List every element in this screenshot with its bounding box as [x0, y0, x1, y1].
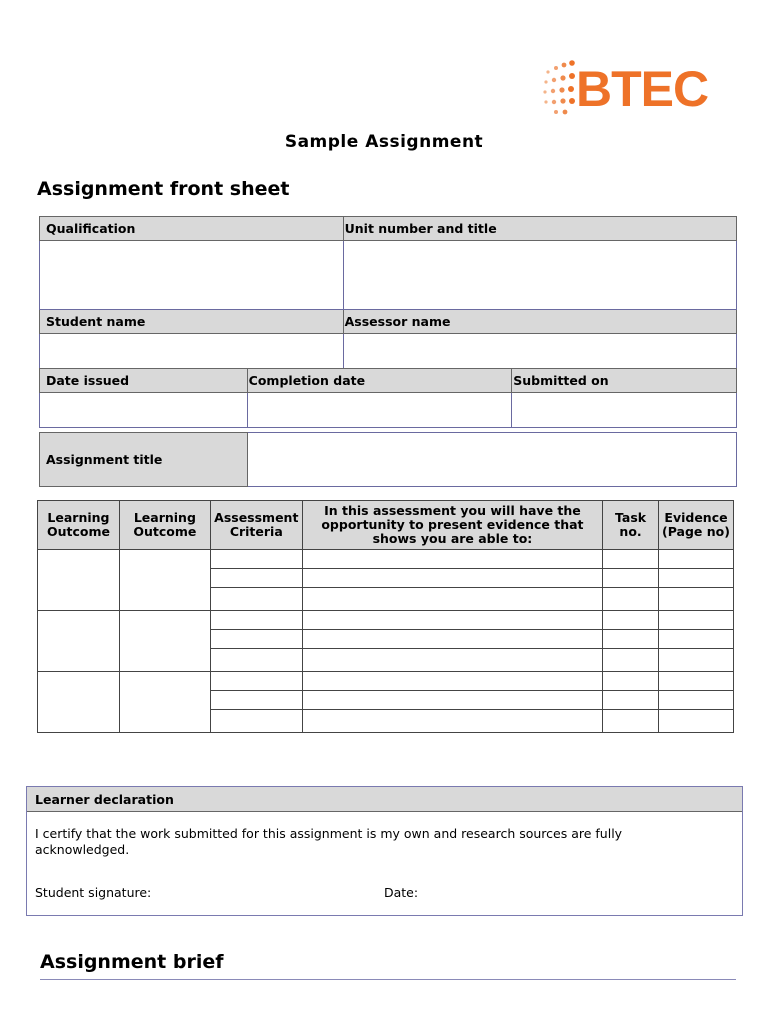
declaration-date-label: Date:: [384, 885, 419, 900]
page-cell[interactable]: [659, 630, 734, 649]
front-sheet-heading: Assignment front sheet: [37, 178, 290, 200]
learning-outcome-cell[interactable]: [119, 550, 210, 611]
student-name-field[interactable]: [40, 334, 344, 369]
task-cell[interactable]: [603, 550, 659, 569]
task-cell[interactable]: [603, 630, 659, 649]
page-cell[interactable]: [659, 611, 734, 630]
learning-outcome-header-1: Learning Outcome: [38, 501, 120, 550]
criteria-cell[interactable]: [210, 611, 302, 630]
task-cell[interactable]: [603, 649, 659, 672]
page-cell[interactable]: [659, 550, 734, 569]
qualification-table: [39, 216, 737, 369]
evidence-page-header: Evidence (Page no): [659, 501, 734, 550]
learning-outcome-cell[interactable]: [38, 611, 120, 672]
criteria-cell[interactable]: [210, 691, 302, 710]
page-cell[interactable]: [659, 691, 734, 710]
qualification-label: Qualification: [40, 217, 344, 241]
evidence-cell[interactable]: [302, 569, 602, 588]
completion-date-field[interactable]: [247, 393, 512, 428]
task-cell[interactable]: [603, 672, 659, 691]
criteria-table: [37, 500, 734, 733]
unit-field[interactable]: [343, 241, 736, 310]
table-row: [38, 550, 734, 569]
assignment-title-label: Assignment title: [40, 433, 248, 487]
evidence-cell[interactable]: [302, 691, 602, 710]
assignment-brief-heading: Assignment brief: [40, 951, 224, 973]
page-title: Sample Assignment: [284, 132, 484, 152]
evidence-cell[interactable]: [302, 672, 602, 691]
submitted-on-field[interactable]: [512, 393, 737, 428]
completion-date-label: Completion date: [247, 369, 512, 393]
submitted-on-label: Submitted on: [512, 369, 737, 393]
assessment-criteria-header: Assessment Criteria: [210, 501, 302, 550]
task-cell[interactable]: [603, 611, 659, 630]
student-name-label: Student name: [40, 310, 344, 334]
learner-declaration: [26, 786, 743, 916]
assignment-title-table: [39, 432, 737, 487]
table-row: [38, 611, 734, 630]
student-signature-label: Student signature:: [35, 885, 152, 900]
evidence-cell[interactable]: [302, 550, 602, 569]
criteria-cell[interactable]: [210, 710, 302, 733]
evidence-cell[interactable]: [302, 649, 602, 672]
btec-logo: [540, 58, 736, 120]
date-issued-field[interactable]: [40, 393, 248, 428]
task-cell[interactable]: [603, 710, 659, 733]
qualification-field[interactable]: [40, 241, 344, 310]
task-no-header: Task no.: [603, 501, 659, 550]
learning-outcome-cell[interactable]: [119, 611, 210, 672]
page-cell[interactable]: [659, 588, 734, 611]
criteria-cell[interactable]: [210, 588, 302, 611]
date-issued-label: Date issued: [40, 369, 248, 393]
page-cell[interactable]: [659, 569, 734, 588]
task-cell[interactable]: [603, 588, 659, 611]
learning-outcome-header-2: Learning Outcome: [119, 501, 210, 550]
evidence-cell[interactable]: [302, 611, 602, 630]
assignment-title-field[interactable]: [247, 433, 736, 487]
table-row: [38, 672, 734, 691]
criteria-cell[interactable]: [210, 569, 302, 588]
declaration-text: I certify that the work submitted for this assignment is my own and research sources are fully acknowledged.: [35, 826, 623, 857]
task-cell[interactable]: [603, 569, 659, 588]
learning-outcome-cell[interactable]: [38, 672, 120, 733]
assessor-name-label: Assessor name: [343, 310, 736, 334]
criteria-cell[interactable]: [210, 672, 302, 691]
brief-divider: [40, 979, 736, 980]
assessor-name-field[interactable]: [343, 334, 736, 369]
evidence-cell[interactable]: [302, 588, 602, 611]
evidence-cell[interactable]: [302, 710, 602, 733]
criteria-header-row: [38, 501, 734, 550]
criteria-cell[interactable]: [210, 630, 302, 649]
page-cell[interactable]: [659, 672, 734, 691]
criteria-cell[interactable]: [210, 550, 302, 569]
evidence-opportunity-header: In this assessment you will have the opportunity to present evidence that shows you are able to:: [302, 501, 602, 550]
task-cell[interactable]: [603, 691, 659, 710]
logo-text: BTEC: [576, 61, 709, 117]
learning-outcome-cell[interactable]: [38, 550, 120, 611]
declaration-heading: Learner declaration: [27, 787, 742, 812]
dates-table: [39, 368, 737, 428]
unit-label: Unit number and title: [343, 217, 736, 241]
page-cell[interactable]: [659, 649, 734, 672]
evidence-cell[interactable]: [302, 630, 602, 649]
page-cell[interactable]: [659, 710, 734, 733]
learning-outcome-cell[interactable]: [119, 672, 210, 733]
dots-graphic-icon: [540, 58, 580, 120]
criteria-cell[interactable]: [210, 649, 302, 672]
